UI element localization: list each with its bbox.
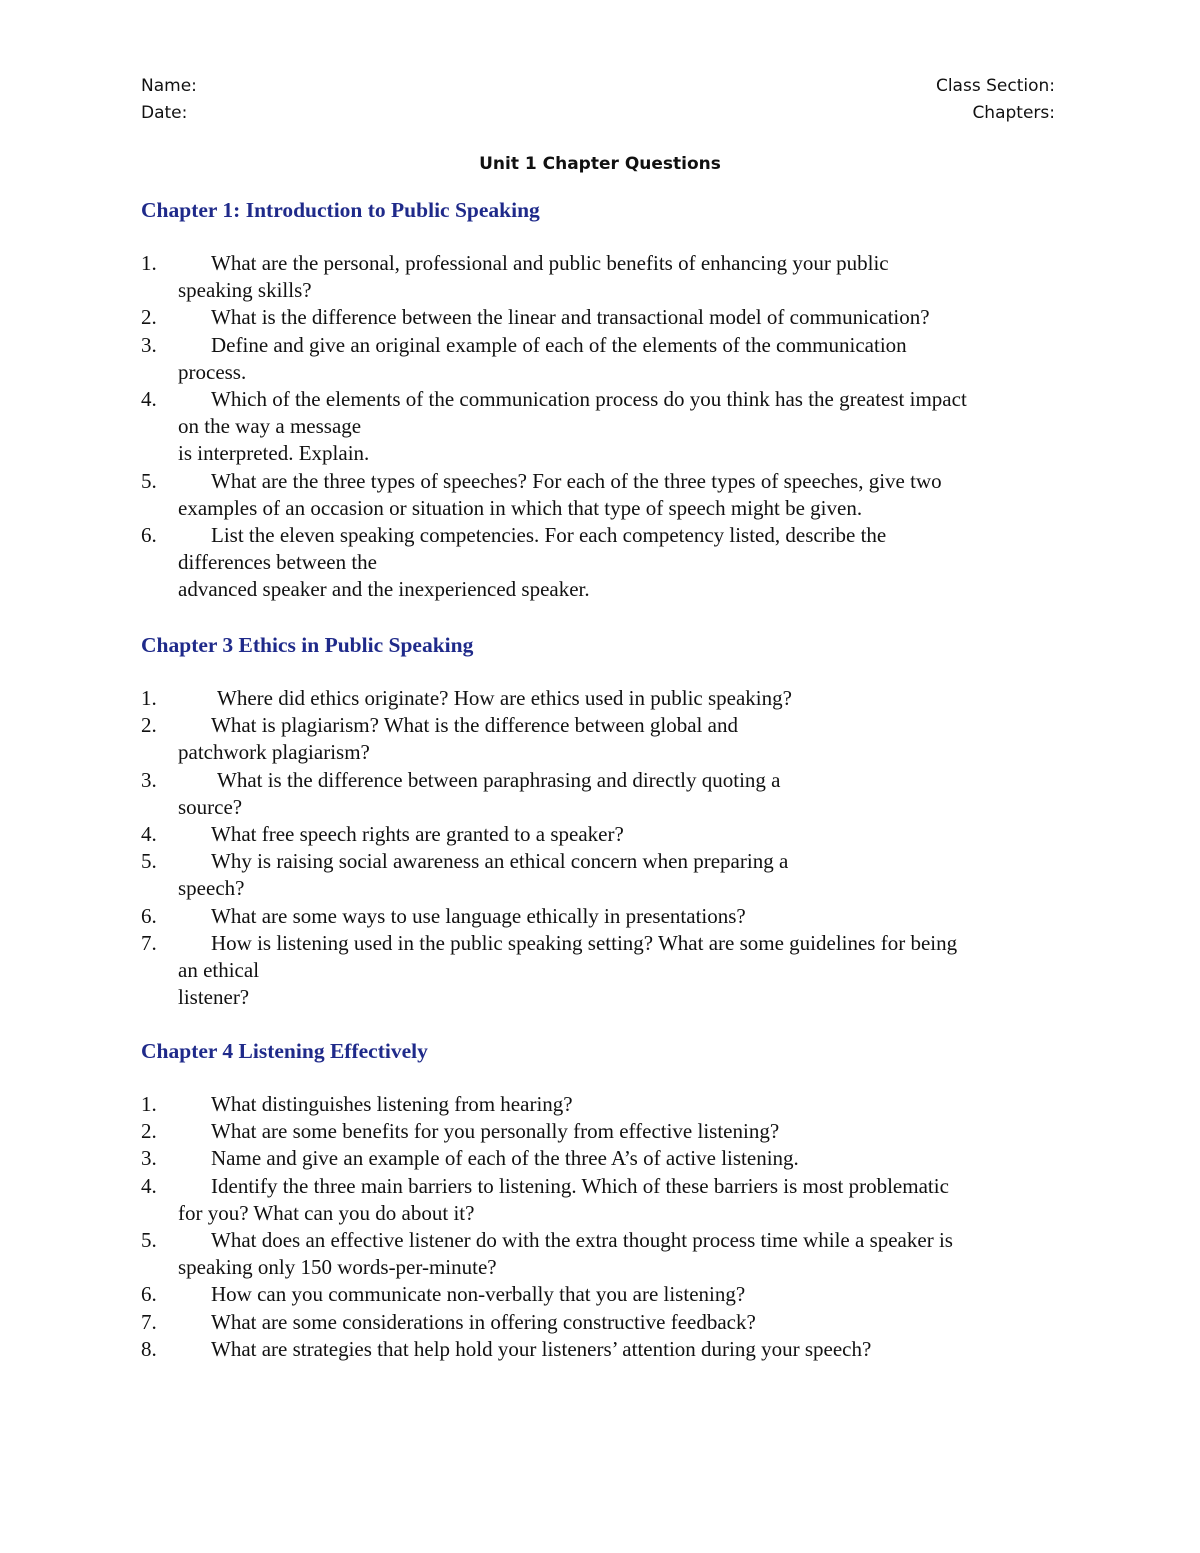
question-number: 3. xyxy=(141,332,157,357)
date-label: Date: xyxy=(141,103,188,123)
question-number: 3. xyxy=(141,1146,157,1171)
question-number: 8. xyxy=(141,1336,157,1361)
question-item xyxy=(141,1091,1066,1118)
chapter-3-section xyxy=(141,632,1066,1011)
page-title: Unit 1 Chapter Questions xyxy=(479,154,721,174)
question-text: speech? xyxy=(178,876,245,901)
question-item xyxy=(141,1336,1066,1363)
question-item xyxy=(141,332,1066,386)
question-number: 4. xyxy=(141,1173,157,1198)
question-item xyxy=(141,522,1066,604)
question-item xyxy=(141,1309,1066,1336)
question-text: What are some ways to use language ethically in presentations? xyxy=(211,903,746,928)
question-number: 6. xyxy=(141,1282,157,1307)
question-text: What are some considerations in offering constructive feedback? xyxy=(211,1309,756,1334)
question-number: 1. xyxy=(141,686,157,710)
question-text: What are the three types of speeches? For each of the three types of speeches, give two xyxy=(211,468,942,493)
question-text: What free speech rights are granted to a speaker? xyxy=(211,822,624,847)
question-item xyxy=(141,1173,1066,1227)
chapter-1-question-list xyxy=(141,250,1066,604)
question-text: listener? xyxy=(178,985,250,1010)
chapter-3-question-list xyxy=(141,685,1066,1011)
question-text: speaking skills? xyxy=(178,278,312,303)
chapter-1-heading: Chapter 1: Introduction to Public Speaking xyxy=(141,198,540,222)
question-text: How can you communicate non-verbally that you are listening? xyxy=(211,1282,746,1307)
question-text: How is listening used in the public speaking setting? What are some guidelines for being xyxy=(211,930,958,955)
question-item xyxy=(141,767,1066,821)
question-number: 7. xyxy=(141,930,157,955)
question-item xyxy=(141,1281,1066,1308)
question-item xyxy=(141,468,1066,522)
question-number: 2. xyxy=(141,305,157,330)
question-number: 3. xyxy=(141,767,157,792)
question-text: patchwork plagiarism? xyxy=(178,740,370,765)
question-item xyxy=(141,1145,1066,1172)
question-item xyxy=(141,903,1066,930)
question-item xyxy=(141,250,1066,304)
question-number: 6. xyxy=(141,903,157,928)
question-number: 5. xyxy=(141,1228,157,1253)
question-text: an ethical xyxy=(178,958,260,983)
question-text: What are some benefits for you personally from effective listening? xyxy=(211,1119,780,1144)
question-number: 7. xyxy=(141,1309,157,1334)
question-text: is interpreted. Explain. xyxy=(178,441,370,466)
class-section-label: Class Section: xyxy=(935,76,1055,96)
question-text: process. xyxy=(178,359,247,384)
question-text: What is plagiarism? What is the difference between global and xyxy=(211,713,738,738)
question-text: What distinguishes listening from hearing? xyxy=(211,1092,573,1116)
question-text: What is the difference between paraphrasing and directly quoting a xyxy=(217,767,781,792)
question-number: 4. xyxy=(141,387,157,412)
question-text: on the way a message xyxy=(178,414,362,439)
question-item xyxy=(141,685,1066,712)
question-number: 1. xyxy=(141,1092,157,1116)
question-text: Why is raising social awareness an ethical concern when preparing a xyxy=(211,849,789,874)
question-number: 5. xyxy=(141,468,157,493)
chapter-3-heading: Chapter 3 Ethics in Public Speaking xyxy=(141,633,474,657)
chapter-4-section xyxy=(141,1038,1066,1363)
question-number: 2. xyxy=(141,713,157,738)
question-item xyxy=(141,848,1066,902)
question-text: for you? What can you do about it? xyxy=(178,1200,475,1225)
question-text: Define and give an original example of each of the elements of the communication xyxy=(211,332,907,357)
question-text: source? xyxy=(178,794,243,819)
chapters-label: Chapters: xyxy=(972,103,1055,123)
name-label: Name: xyxy=(141,76,197,96)
question-item xyxy=(141,1227,1066,1281)
question-text: Identify the three main barriers to listening. Which of these barriers is most problematic xyxy=(211,1173,949,1198)
question-text: examples of an occasion or situation in which that type of speech might be given. xyxy=(178,495,863,520)
chapter-4-heading: Chapter 4 Listening Effectively xyxy=(141,1039,428,1063)
question-text: Where did ethics originate? How are ethics used in public speaking? xyxy=(217,686,792,710)
question-number: 4. xyxy=(141,822,157,847)
question-text: What does an effective listener do with the extra thought process time while a speaker is xyxy=(211,1228,953,1253)
question-text: speaking only 150 words-per-minute? xyxy=(178,1255,497,1280)
chapter-1-section xyxy=(141,197,1066,604)
question-number: 1. xyxy=(141,251,157,275)
question-text: What are the personal, professional and public benefits of enhancing your public xyxy=(211,251,889,275)
question-number: 6. xyxy=(141,523,157,548)
question-item xyxy=(141,821,1066,848)
question-text: differences between the xyxy=(178,550,378,575)
question-number: 2. xyxy=(141,1119,157,1144)
question-item xyxy=(141,930,1066,1012)
question-item xyxy=(141,1118,1066,1145)
question-text: Which of the elements of the communication process do you think has the greatest impact xyxy=(211,387,967,412)
question-number: 5. xyxy=(141,849,157,874)
question-text: What are strategies that help hold your listeners’ attention during your speech? xyxy=(211,1336,872,1361)
question-text: advanced speaker and the inexperienced speaker. xyxy=(178,577,590,602)
question-item xyxy=(141,304,1066,331)
question-item xyxy=(141,712,1066,766)
question-item xyxy=(141,386,1066,468)
chapter-4-question-list xyxy=(141,1091,1066,1363)
question-text: List the eleven speaking competencies. For each competency listed, describe the xyxy=(211,523,887,548)
question-text: What is the difference between the linear and transactional model of communication? xyxy=(211,305,930,330)
question-text: Name and give an example of each of the three A’s of active listening. xyxy=(211,1146,799,1171)
